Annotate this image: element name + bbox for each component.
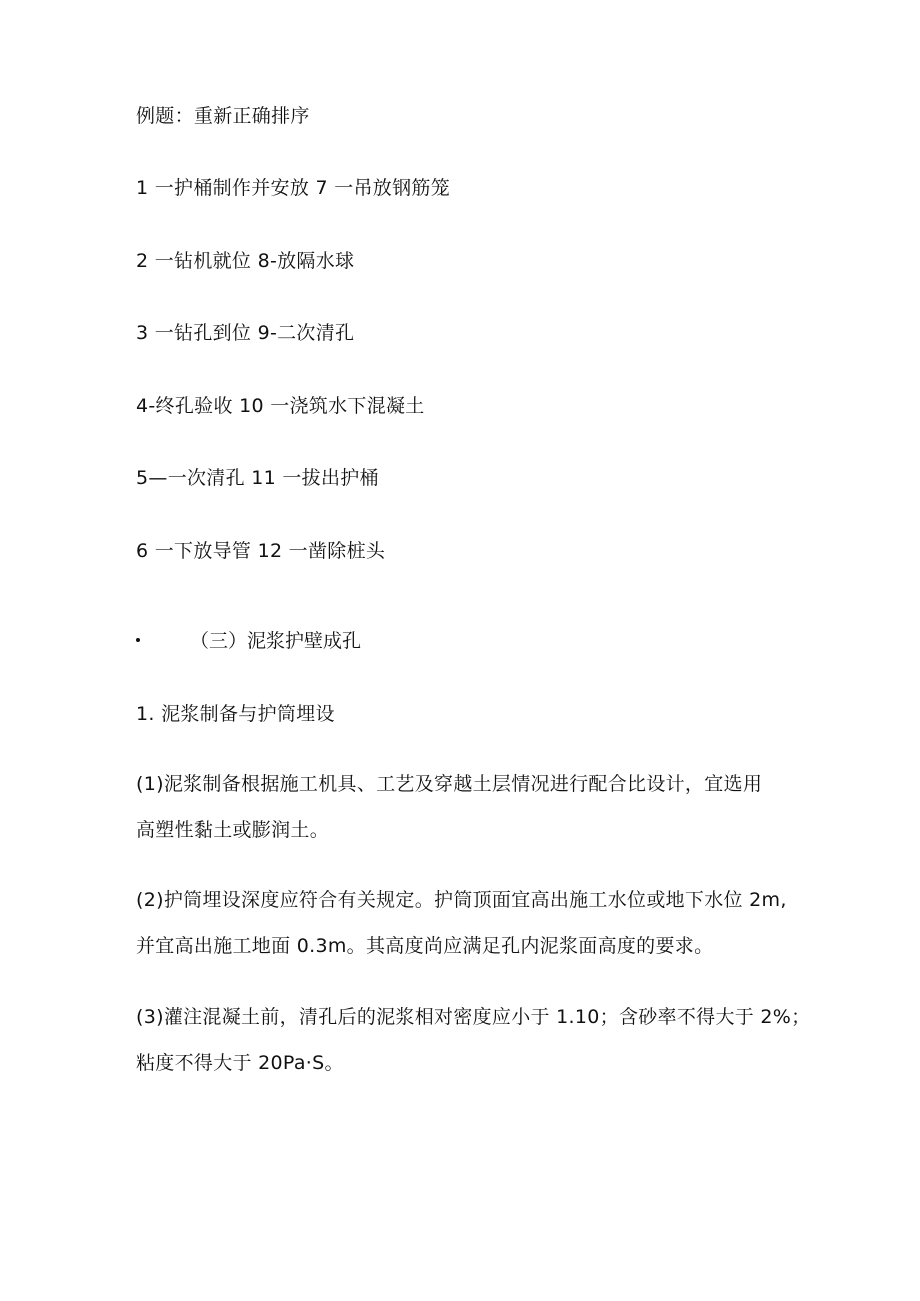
step-line-2: 2 一钻机就位 8-放隔水球 (136, 250, 355, 272)
step-line-6: 6 一下放导管 12 一凿除桩头 (136, 540, 386, 562)
paragraph-2-line-1: (2)护筒埋设深度应符合有关规定。护筒顶面宜高出施工水位或地下水位 2m, (136, 889, 787, 911)
section-heading-row (136, 629, 536, 653)
paragraph-3-line-1: (3)灌注混凝土前，清孔后的泥浆相对密度应小于 1.10；含砂率不得大于 2%； (136, 1006, 811, 1028)
example-title: 例题：重新正确排序 (136, 105, 310, 127)
step-line-1: 1 一护桶制作并安放 7 一吊放钢筋笼 (136, 177, 450, 199)
subsection-heading: 1. 泥浆制备与护筒埋设 (136, 703, 335, 725)
paragraph-1-line-2: 高塑性黏土或膨润土。 (136, 819, 330, 841)
step-line-5: 5—一次清孔 11 一拔出护桶 (136, 467, 379, 489)
step-line-3: 3 一钻孔到位 9-二次清孔 (136, 322, 355, 344)
section-heading: （三）泥浆护壁成孔 (190, 630, 362, 652)
paragraph-1-line-1: (1)泥浆制备根据施工机具、工艺及穿越土层情况进行配合比设计，宜选用 (136, 773, 763, 795)
bullet-icon (136, 638, 140, 642)
step-line-4: 4-终孔验收 10 一浇筑水下混凝土 (136, 395, 425, 417)
paragraph-2-line-2: 并宜高出施工地面 0.3m。其高度尚应满足孔内泥浆面高度的要求。 (136, 935, 714, 957)
paragraph-3-line-2: 粘度不得大于 20Pa·S。 (136, 1052, 344, 1074)
